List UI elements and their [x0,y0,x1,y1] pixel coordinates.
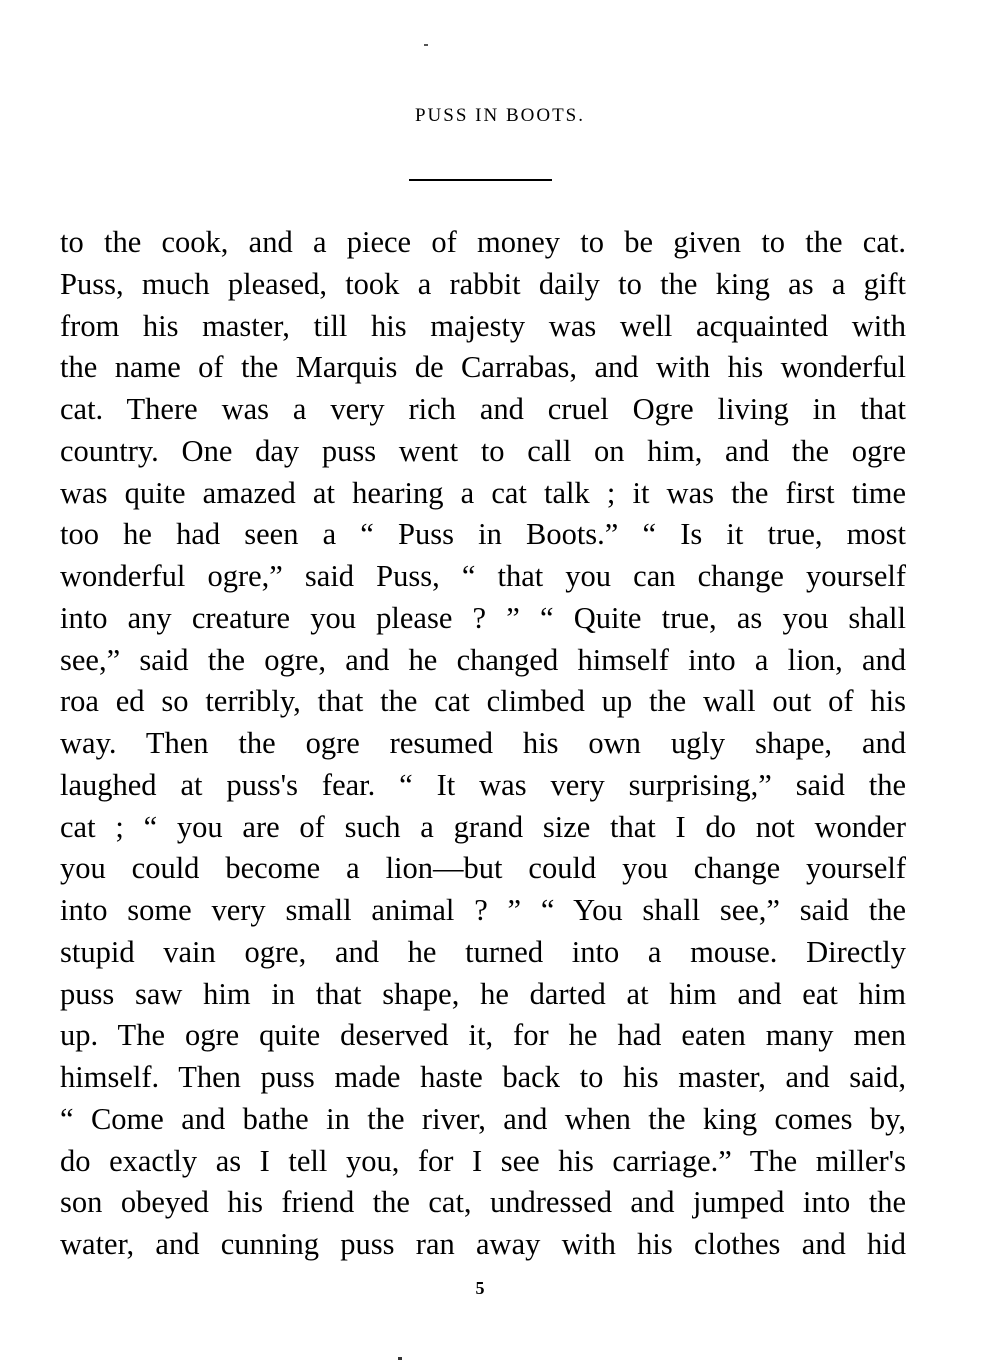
running-head: PUSS IN BOOTS. [414,105,585,126]
text-line: the name of the Marquis de Carrabas, and with his wonderful [60,350,906,385]
text-line: stupid vain ogre, and he turned into a mouse. Directly [60,934,906,969]
head-rule [409,179,552,181]
text-line: cat. There was a very rich and cruel Ogre living in that [60,392,906,426]
print-speck [398,1357,402,1360]
text-line: Puss, much pleased, took a rabbit daily to the king as a gift [60,266,906,301]
text-line: cat ; “ you are of such a grand size that I do not wonder [60,809,906,844]
text-line: into some very small animal ? ” “ You shall see,” said the [60,893,906,927]
text-line: wonderful ogre,” said Puss, “ that you can change yourself [60,559,906,593]
text-line: country. One day puss went to call on him, and the ogre [60,433,906,468]
text-line: up. The ogre quite deserved it, for he had eaten many men [60,1018,906,1053]
text-line: himself. Then puss made haste back to his master, and said, [60,1060,906,1094]
text-line: from his master, till his majesty was well acquainted with [60,308,906,343]
text-line: son obeyed his friend the cat, undressed and jumped into the [60,1185,906,1220]
text-line: laughed at puss's fear. “ It was very surprising,” said the [60,767,906,802]
text-line: do exactly as I tell you, for I see his carriage.” The miller's [60,1143,906,1178]
text-line: into any creature you please ? ” “ Quite true, as you shall [60,600,906,635]
text-line: water, and cunning puss ran away with his clothes and hid [60,1227,906,1261]
text-line: roa ed so terribly, that the cat climbed up the wall out of his [60,684,906,719]
text-line: “ Come and bathe in the river, and when the king comes by, [60,1101,906,1136]
body-text [60,222,906,1266]
print-speck [424,44,428,46]
text-line: you could become a lion—but could you change yourself [60,851,906,886]
text-line: see,” said the ogre, and he changed himself into a lion, and [60,642,906,677]
text-line: to the cook, and a piece of money to be given to the cat. [60,225,906,259]
text-line: way. Then the ogre resumed his own ugly shape, and [60,726,906,760]
text-line: was quite amazed at hearing a cat talk ; it was the first time [60,475,906,510]
text-line: puss saw him in that shape, he darted at him and eat him [60,976,906,1011]
page-number: 5 [475,1278,485,1298]
text-line: too he had seen a “ Puss in Boots.” “ Is it true, most [60,517,906,552]
